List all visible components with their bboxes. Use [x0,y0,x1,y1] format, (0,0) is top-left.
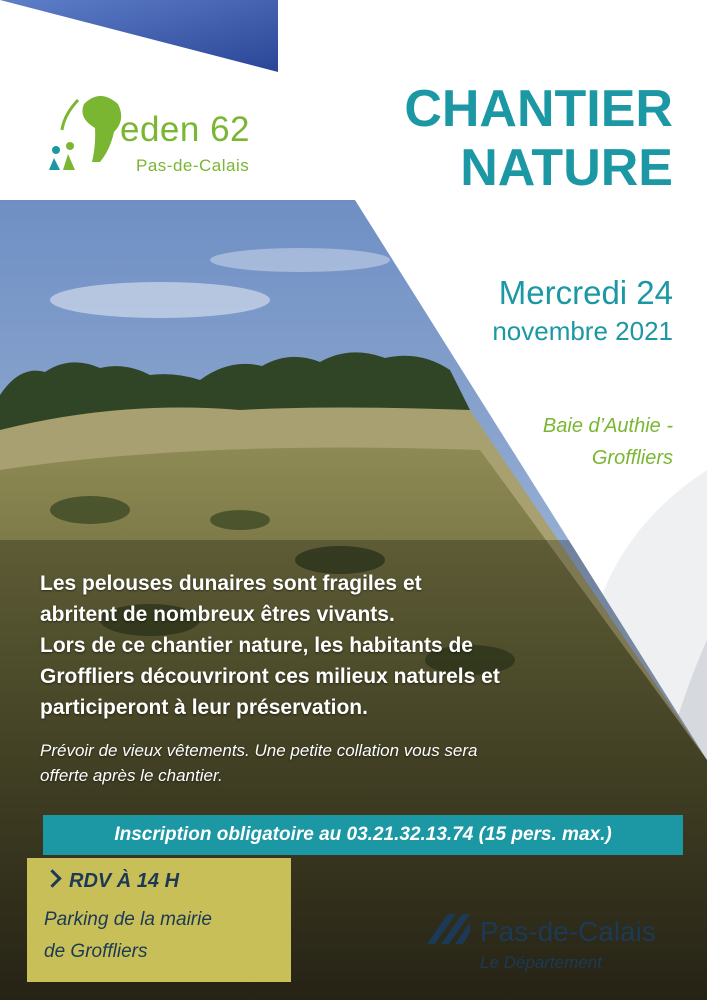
rdv-place [44,904,284,968]
event-description [40,568,560,723]
event-month-year: novembre 2021 [492,316,673,346]
description-line: Lors de ce chantier nature, les habitants de [40,634,473,657]
eden-logo-name: eden 62 [120,110,251,149]
title-line: NATURE [460,139,673,197]
note-line: Prévoir de vieux vêtements. Une petite collation vous sera [40,741,478,760]
eden-logo-subtitle: Pas-de-Calais [136,156,250,175]
event-date: Mercredi 24 [498,274,673,311]
description-line: abritent de nombreux êtres vivants. [40,603,395,626]
top-triangle [0,0,278,72]
department-subtitle: Le Département [480,953,602,972]
poster-title [333,80,673,198]
title-line: CHANTIER [404,80,673,138]
note-line: offerte après le chantier. [40,766,223,785]
rdv-title [44,870,179,893]
inscription-banner: Inscription obligatoire au 03.21.32.13.74 (15 pers. max.) [43,815,683,855]
location-line: Groffliers [591,447,673,469]
event-location [413,410,673,474]
rdv-place-line: Parking de la mairie [44,909,212,930]
event-note [40,738,560,788]
description-line: participeront à leur préservation. [40,696,368,719]
description-line: Les pelouses dunaires sont fragiles et [40,572,422,595]
location-line: Baie d’Authie - [542,415,673,437]
description-line: Groffliers découvriront ces milieux naturels et [40,665,500,688]
eden-logo-icon [49,96,121,170]
rdv-time: RDV À 14 H [69,870,180,892]
rdv-place-line: de Groffliers [44,941,148,962]
department-name: Pas-de-Calais [480,916,656,947]
chevron-right-icon [43,869,61,887]
